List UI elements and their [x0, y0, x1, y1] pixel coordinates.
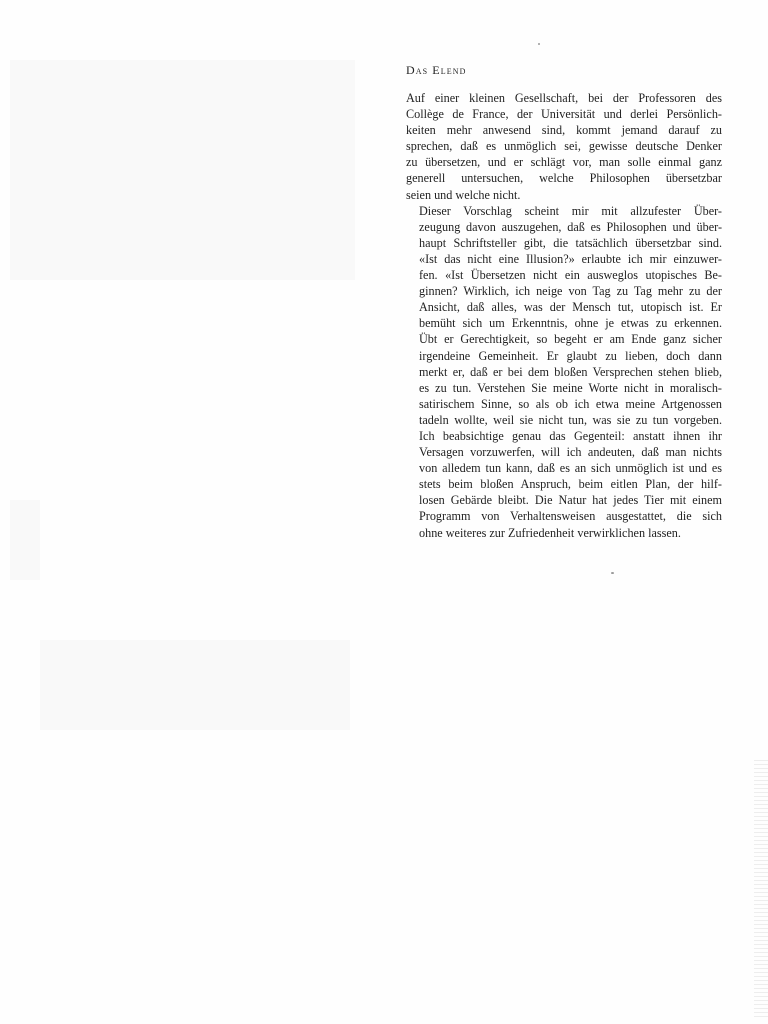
- text-line: fen. «Ist Übersetzen nicht ein ausweglos utopisches Be-: [419, 268, 722, 283]
- text-line: Versagen vorzuwerfen, will ich andeuten, daß man nichts: [419, 445, 722, 460]
- faint-bleed-through: [10, 500, 40, 580]
- faint-bleed-through: [40, 640, 350, 730]
- text-line: stets beim bloßen Anspruch, beim eitlen Plan, der hilf-: [419, 477, 722, 492]
- running-head: Das Elend: [406, 63, 467, 77]
- text-line: Übt er Gerechtigkeit, so begeht er am Ende ganz sicher: [419, 332, 722, 347]
- text-line: zeugung davon auszugehen, daß es Philosophen und über-: [419, 219, 722, 234]
- text-line: haupt Schriftsteller gibt, die tatsächlich übersetzbar sind.: [419, 235, 722, 250]
- scan-edge-noise: [754, 760, 768, 1020]
- text-line: satirischem Sinne, so als ob ich etwa meine Artgenossen: [419, 396, 722, 411]
- text-line: generell untersuchen, welche Philosophen übersetzbar: [406, 171, 722, 186]
- text-line: losen Gebärde bleibt. Die Natur hat jedes Tier mit einem: [419, 493, 722, 508]
- paragraph: [406, 90, 722, 203]
- text-line: tadeln wollte, weil sie nicht tun, was sie zu tun vorgeben.: [419, 412, 722, 427]
- dust-speck: [538, 43, 540, 45]
- faint-bleed-through: [10, 60, 355, 280]
- text-line: Auf einer kleinen Gesellschaft, bei der Professoren des: [406, 91, 722, 105]
- text-line: merkt er, daß er bei dem bloßen Versprechen stehen blieb,: [419, 364, 722, 379]
- text-line: ohne weiteres zur Zufriedenheit verwirklichen lassen.: [419, 525, 681, 540]
- text-line: Dieser Vorschlag scheint mir mit allzufester Über-: [419, 203, 722, 218]
- text-line: es zu tun. Verstehen Sie meine Worte nicht in moralisch-: [419, 380, 722, 395]
- text-line: «Ist das nicht eine Illusion?» erlaubte ich mir einzuwer-: [419, 251, 722, 266]
- text-line: keiten mehr anwesend sind, kommt jemand darauf zu: [406, 123, 722, 138]
- text-line: ginnen? Wirklich, ich neige von Tag zu Tag mehr zu der: [419, 284, 722, 299]
- text-line: irgendeine Gemeinheit. Er glaubt zu lieben, doch dann: [419, 348, 722, 363]
- text-line: bemüht sich um Erkenntnis, ohne je etwas zu erkennen.: [419, 316, 722, 331]
- text-line: sprechen, daß es unmöglich sei, gewisse deutsche Denker: [406, 139, 722, 154]
- paragraph: [406, 203, 722, 541]
- text-line: Ich beabsichtige genau das Gegenteil: anstatt ihnen ihr: [419, 428, 722, 443]
- text-line: von alledem tun kann, daß es an sich unmöglich ist und es: [419, 461, 722, 476]
- text-line: Collège de France, der Universität und derlei Persönlich-: [406, 107, 722, 122]
- text-line: Programm von Verhaltensweisen ausgestattet, die sich: [419, 509, 722, 524]
- dust-speck: [611, 572, 614, 574]
- text-line: zu übersetzen, und er schlägt vor, man solle einmal ganz: [406, 155, 722, 170]
- body-text: [406, 90, 722, 541]
- text-line: seien und welche nicht.: [406, 187, 521, 202]
- text-line: Ansicht, daß alles, was der Mensch tut, utopisch ist. Er: [419, 300, 722, 315]
